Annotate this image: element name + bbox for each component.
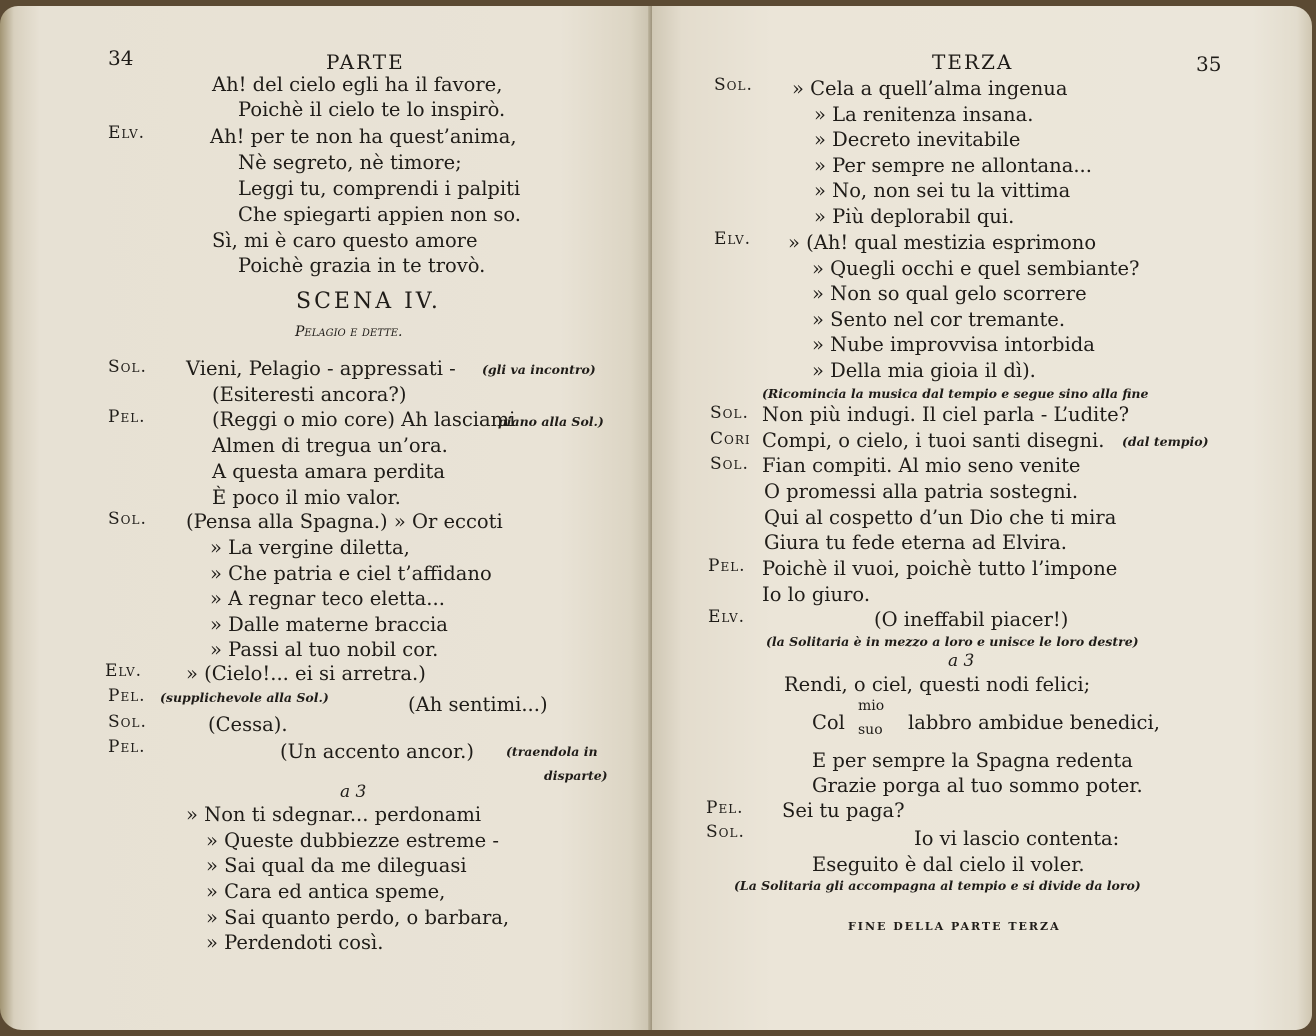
stage-direction: (traendola in [506,744,598,759]
ensemble-marker: a 3 [948,651,975,671]
verse-line: Compi, o cielo, i tuoi santi disegni. [762,429,1105,452]
running-head: TERZA [932,50,1014,74]
stage-direction: piano alla Sol.) [498,414,604,429]
speaker-label: Pel. [108,686,146,706]
stage-direction: (la Solitaria è in mezzo a loro e unisce le loro destre) [766,634,1139,649]
verse-line: » Passi al tuo nobil cor. [210,638,439,661]
verse-line: Poichè il vuoi, poichè tutto l’impone [762,557,1118,580]
page-number: 35 [1196,52,1222,76]
verse-line: » La vergine diletta, [210,536,410,559]
stage-direction: (La Solitaria gli accompagna al tempio e si divide da loro) [734,878,1141,893]
verse-variant-top: mio [858,698,885,714]
verse-line: » Non ti sdegnar... perdonami [186,803,482,826]
verse-line: Rendi, o ciel, questi nodi felici; [784,673,1091,696]
verse-variant-bottom: suo [858,722,883,738]
verse-line: » Cela a quell’alma ingenua [792,77,1068,100]
verse-line: » Perdendoti così. [206,931,384,954]
verse-line: (Reggi o mio core) Ah lasciami [212,408,516,431]
verse-line: » Sai quanto perdo, o barbara, [206,906,510,929]
left-page [0,6,652,1030]
verse-line: (Cessa). [208,713,288,736]
verse-line: Giura tu fede eterna ad Elvira. [764,531,1067,554]
verse-line: A questa amara perdita [212,460,445,483]
verse-line: » Non so qual gelo scorrere [812,282,1087,305]
speaker-label: Pel. [108,407,146,427]
verse-line: Che spiegarti appien non so. [238,203,521,226]
running-head: PARTE [326,50,405,74]
verse-line: » Quegli occhi e quel sembiante? [812,257,1140,280]
stage-direction: (supplichevole alla Sol.) [160,690,329,705]
verse-line: (O ineffabil piacer!) [874,608,1069,631]
scene-persons: Pelagio e dette. [295,324,403,340]
verse-line: Leggi tu, comprendi i palpiti [238,177,521,200]
speaker-label: Sol. [108,357,147,377]
speaker-label: Elv. [108,123,146,143]
verse-line: (Ah sentimi...) [408,693,548,716]
verse-line: Col [812,711,845,734]
speaker-label: Elv. [708,607,746,627]
verse-line: » Più deplorabil qui. [814,205,1015,228]
speaker-label: Pel. [706,798,744,818]
speaker-label: Sol. [706,822,745,842]
speaker-label: Cori [710,429,751,449]
verse-line: » Nube improvvisa intorbida [812,333,1095,356]
verse-line: (Esiteresti ancora?) [212,383,407,406]
scene-title: SCENA IV. [296,289,441,314]
verse-line: » Decreto inevitabile [814,128,1021,151]
speaker-label: Sol. [108,712,147,732]
verse-line: Almen di tregua un’ora. [212,434,448,457]
verse-line: labbro ambidue benedici, [908,711,1160,734]
verse-line: » Dalle materne braccia [210,613,448,636]
speaker-label: Sol. [710,454,749,474]
verse-line: Ah! del cielo egli ha il favore, [212,73,503,96]
speaker-label: Sol. [714,75,753,95]
verse-line: » La renitenza insana. [814,103,1034,126]
verse-line: O promessi alla patria sostegni. [764,480,1079,503]
verse-line: Sei tu paga? [782,799,905,822]
verse-line: » Della mia gioia il dì). [812,359,1036,382]
stage-direction: disparte) [544,768,608,783]
page-number: 34 [108,46,134,70]
speaker-label: Elv. [714,229,752,249]
verse-line: » Queste dubbiezze estreme - [206,829,499,852]
verse-line: È poco il mio valor. [212,486,401,509]
verse-line: » Cara ed antica speme, [206,880,446,903]
verse-line: » Per sempre ne allontana... [814,154,1092,177]
verse-line: Grazie porga al tuo sommo poter. [812,774,1143,797]
verse-line: Non più indugi. Il ciel parla - L’udite? [762,403,1130,426]
verse-line: » Sai qual da me dileguasi [206,854,467,877]
verse-line: Io vi lascio contenta: [914,827,1120,850]
verse-line: Io lo giuro. [762,583,871,606]
verse-line: Ah! per te non ha quest’anima, [210,125,517,148]
part-end-title: FINE DELLA PARTE TERZA [848,920,1061,933]
verse-line: Poichè il cielo te lo inspirò. [238,98,506,121]
verse-line: Nè segreto, nè timore; [238,151,462,174]
verse-line: » Che patria e ciel t’affidano [210,562,492,585]
ensemble-marker: a 3 [340,782,367,802]
verse-line: » No, non sei tu la vittima [814,179,1071,202]
verse-line: Poichè grazia in te trovò. [238,254,486,277]
speaker-label: Elv. [105,661,143,681]
speaker-label: Sol. [710,403,749,423]
verse-line: E per sempre la Spagna redenta [812,749,1133,772]
stage-direction: (dal tempio) [1122,434,1209,449]
stage-direction: (Ricomincia la musica dal tempio e segue sino alla fine [762,386,1149,401]
verse-line: Sì, mi è caro questo amore [212,229,478,252]
stage-direction: (gli va incontro) [482,362,596,377]
verse-line: (Pensa alla Spagna.) » Or eccoti [186,510,503,533]
verse-line: Vieni, Pelagio - appressati - [186,357,456,380]
verse-line: Eseguito è dal cielo il voler. [812,853,1085,876]
speaker-label: Pel. [708,556,746,576]
verse-line: Qui al cospetto d’un Dio che ti mira [764,506,1117,529]
speaker-label: Sol. [108,509,147,529]
verse-line: » A regnar teco eletta... [210,587,445,610]
speaker-label: Pel. [108,737,146,757]
verse-line: » Sento nel cor tremante. [812,308,1066,331]
verse-line: (Un accento ancor.) [280,740,474,763]
verse-line: » (Cielo!... ei si arretra.) [186,662,426,685]
verse-line: Fian compiti. Al mio seno venite [762,454,1081,477]
verse-line: » (Ah! qual mestizia esprimono [788,231,1097,254]
right-page [652,6,1312,1030]
